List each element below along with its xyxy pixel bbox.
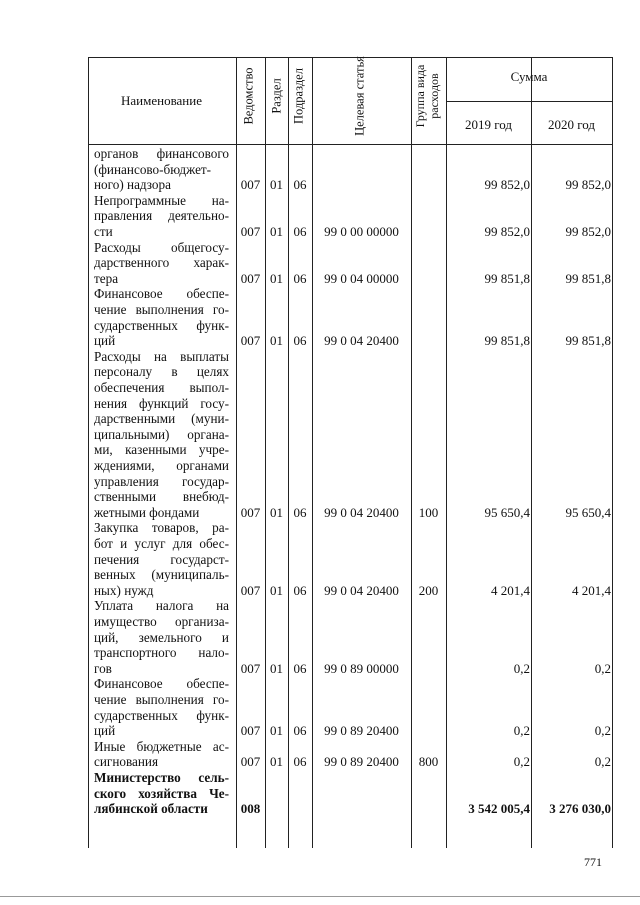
cell-razdel: 01 [270, 224, 283, 239]
row-name-line: сигнования [94, 754, 159, 770]
row-name-line: чение выполнения го- [94, 691, 229, 707]
cell-2020: 99 851,8 [565, 270, 611, 286]
cell-2020: 99 852,0 [565, 224, 611, 239]
row-name-line: ждениями, органами [94, 457, 229, 473]
cell-target: 99 0 04 20400 [324, 582, 399, 598]
cell-2019: 0,2 [513, 723, 530, 739]
row-name-line: ского хозяйства Че- [94, 785, 229, 801]
row-name-line: чение выполнения го- [94, 301, 229, 317]
cell-target: 99 0 00 00000 [324, 224, 399, 239]
cell-2020: 99 852,0 [565, 177, 611, 193]
cell-target: 99 0 89 20400 [324, 754, 399, 770]
cell-2020: 99 851,8 [565, 333, 611, 349]
row-name-line: бот и услуг для обес- [94, 535, 229, 551]
row-name-line: Иные бюджетные ас- [94, 738, 229, 754]
row-name-line: Министерство сель- [94, 770, 229, 785]
cell-podrazdel: 06 [293, 177, 307, 193]
cell-vedomstvo: 007 [240, 270, 261, 286]
row-name-line: Закупка товаров, ра- [94, 520, 229, 536]
cell-group: 800 [418, 754, 439, 770]
cell-vedomstvo: 007 [240, 660, 261, 676]
row-name-line: ного) надзора [94, 177, 171, 193]
cell-podrazdel: 06 [293, 270, 307, 286]
header-podrazdel: Подраздел [291, 68, 306, 124]
cell-2019: 99 852,0 [484, 177, 530, 193]
row-name-line: гов [94, 660, 112, 676]
cell-2019: 0,2 [513, 660, 530, 676]
row-name-line: ципальными) органа- [94, 426, 229, 442]
cell-razdel: 01 [270, 754, 283, 770]
row-name-line: транспортного нало- [94, 645, 229, 661]
row-name-line: ми, казенными учре- [94, 442, 229, 458]
row-name-line: Финансовое обеспе- [94, 286, 229, 302]
header-razdel: Раздел [269, 78, 284, 114]
cell-target: 99 0 89 00000 [324, 660, 399, 676]
row-name [94, 286, 229, 348]
cell-target: 99 0 89 20400 [324, 723, 399, 739]
row-name-line: ций, земельного и [94, 629, 229, 645]
row-name-line: органов финансового [94, 146, 229, 161]
cell-target: 99 0 04 20400 [324, 333, 399, 349]
cell-target: 99 0 04 20400 [324, 504, 399, 520]
cell-2020: 95 650,4 [565, 504, 611, 520]
cell-podrazdel: 06 [293, 660, 307, 676]
header-group-text: Группа вида расходов [413, 64, 441, 128]
row-name-line: ных) нужд [94, 582, 154, 598]
cell-target: 99 0 04 00000 [324, 270, 399, 286]
row-name-line: Финансовое обеспе- [94, 676, 229, 692]
cell-2020: 0,2 [594, 754, 611, 770]
row-name-line: ций [94, 723, 116, 739]
cell-podrazdel: 06 [293, 504, 307, 520]
header-2020: 2020 год [548, 117, 595, 132]
row-name-line: дарственными (муни- [94, 411, 229, 427]
cell-razdel: 01 [270, 177, 283, 193]
cell-2019: 99 852,0 [484, 224, 530, 239]
header-vedomstvo: Ведомство [241, 67, 256, 125]
header-bottom-border [88, 144, 612, 145]
row-name-line: ственными внебюд- [94, 489, 229, 505]
row-name [94, 770, 229, 817]
cell-razdel: 01 [270, 582, 283, 598]
header-group [413, 56, 441, 136]
footer-rule [0, 896, 640, 897]
row-name-line: имущество организа- [94, 613, 229, 629]
row-name-line: печения государст- [94, 551, 229, 567]
header-2019: 2019 год [465, 117, 512, 132]
header-sum: Сумма [510, 69, 548, 84]
row-name-line: персоналу в целях [94, 364, 229, 380]
cell-2019: 95 650,4 [484, 504, 530, 520]
column-border [411, 57, 412, 848]
row-name-line: Непрограммные на- [94, 192, 229, 208]
header-name: Наименование [121, 93, 202, 108]
row-name [94, 739, 229, 770]
row-name-line: венных (муниципаль- [94, 567, 229, 583]
cell-vedomstvo: 007 [240, 754, 261, 770]
cell-vedomstvo: 007 [240, 582, 261, 598]
cell-2019: 99 851,8 [484, 270, 530, 286]
column-border [88, 57, 89, 848]
row-name-line: ций [94, 333, 116, 349]
row-name-line: дарственного харак- [94, 255, 229, 271]
row-name-line: жетными фондами [94, 504, 200, 520]
cell-razdel: 01 [270, 504, 283, 520]
cell-podrazdel: 06 [293, 723, 307, 739]
header-target-text: Целевая статья [352, 56, 367, 136]
cell-group: 200 [418, 582, 439, 598]
cell-2020: 4 201,4 [572, 582, 611, 598]
row-name-line: лябинской области [94, 801, 208, 817]
row-name [94, 146, 229, 193]
cell-2019: 99 851,8 [484, 333, 530, 349]
row-name-line: правления деятельно- [94, 208, 229, 224]
cell-podrazdel: 06 [293, 582, 307, 598]
cell-vedomstvo: 007 [240, 224, 261, 239]
cell-vedomstvo: 007 [240, 504, 261, 520]
cell-vedomstvo: 008 [240, 801, 261, 817]
column-border [612, 57, 613, 848]
cell-2019: 0,2 [513, 754, 530, 770]
cell-vedomstvo: 007 [240, 177, 261, 193]
page-number: 771 [584, 855, 602, 869]
cell-razdel: 01 [270, 660, 283, 676]
row-name-line: сти [94, 223, 113, 239]
cell-podrazdel: 06 [293, 224, 307, 239]
row-name [94, 676, 229, 738]
cell-razdel: 01 [270, 270, 283, 286]
row-name-line: Уплата налога на [94, 598, 229, 614]
cell-2020: 0,2 [594, 660, 611, 676]
cell-razdel: 01 [270, 723, 283, 739]
row-name-line: сударственных функ- [94, 317, 229, 333]
row-name-line: Расходы на выплаты [94, 348, 229, 364]
row-name-line: сударственных функ- [94, 707, 229, 723]
row-name [94, 193, 229, 240]
cell-vedomstvo: 007 [240, 333, 261, 349]
row-name-line: тера [94, 270, 119, 286]
cell-group: 100 [418, 504, 439, 520]
cell-podrazdel: 06 [293, 754, 307, 770]
row-name-line: управления государ- [94, 473, 229, 489]
cell-podrazdel: 06 [293, 333, 307, 349]
header-target [353, 56, 368, 136]
row-name [94, 240, 229, 287]
cell-razdel: 01 [270, 333, 283, 349]
cell-2020: 3 276 030,0 [549, 801, 611, 817]
row-name-line: (финансово-бюджет- [94, 161, 212, 177]
cell-2019: 4 201,4 [491, 582, 530, 598]
cell-2020: 0,2 [594, 723, 611, 739]
row-name-line: нения функций госу- [94, 395, 229, 411]
row-name-line: обеспечения выпол- [94, 379, 229, 395]
row-name [94, 520, 229, 598]
cell-2019: 3 542 005,4 [468, 801, 530, 817]
row-name-line: Расходы общегосу- [94, 239, 229, 255]
header-top-border [88, 57, 612, 58]
row-name [94, 598, 229, 676]
sum-divider [446, 101, 612, 102]
row-name [94, 349, 229, 521]
cell-vedomstvo: 007 [240, 723, 261, 739]
